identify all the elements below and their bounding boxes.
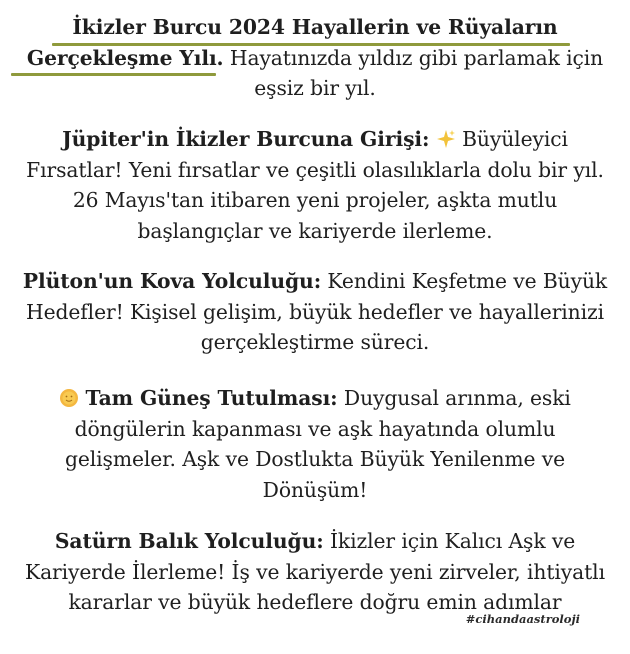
sun-face-icon	[59, 388, 79, 408]
watermark-hashtag: #cihandaastroloji	[465, 612, 580, 626]
saturn-heading: Satürn Balık Yolculuğu:	[54, 529, 324, 553]
saturn-line3: kararlar ve büyük hedeflere doğru emin adımlar	[68, 590, 562, 614]
pluto-line1	[8, 266, 622, 297]
saturn-paragraph	[8, 526, 622, 618]
intro-title-part1: İkizler Burcu 2024 Hayallerin ve Rüyaların	[72, 15, 558, 39]
jupiter-line4: başlangıçlar ve kariyerde ilerleme.	[137, 218, 493, 243]
jupiter-paragraph	[8, 124, 622, 246]
eclipse-line1	[8, 383, 622, 414]
title-underline-2	[11, 73, 216, 76]
eclipse-line2: döngülerin kapanması ve aşk hayatında olumlu	[74, 416, 556, 441]
saturn-line2: Kariyerde İlerleme! İş ve kariyerde yeni zirveler, ihtiyatlı	[25, 559, 605, 584]
intro-line3: eşsiz bir yıl.	[254, 76, 376, 100]
pluto-line1-text: Kendini Keşfetme ve Büyük	[321, 269, 608, 293]
pluto-line3: gerçekleştirme süreci.	[200, 330, 430, 354]
title-underline-1	[52, 43, 570, 46]
intro-title-line1	[8, 12, 622, 43]
intro-paragraph	[8, 12, 622, 104]
jupiter-line3: 26 Mayıs'tan itibaren yeni projeler, aşkta mutlu	[72, 188, 558, 212]
eclipse-line1-text: Duygusal arınma, eski	[337, 386, 571, 410]
pluto-heading: Plüton'un Kova Yolculuğu:	[22, 269, 322, 293]
pluto-line2: Hedefler! Kişisel gelişim, büyük hedefler ve hayallerinizi	[26, 299, 604, 324]
saturn-line1	[8, 526, 622, 557]
jupiter-heading: Jüpiter'in İkizler Burcuna Girişi:	[62, 127, 430, 151]
jupiter-line1	[8, 124, 622, 155]
saturn-line1-text: İkizler için Kalıcı Aşk ve	[323, 529, 576, 553]
eclipse-line4: Dönüşüm!	[262, 477, 368, 502]
eclipse-heading: Tam Güneş Tutulması:	[85, 386, 338, 410]
eclipse-line3: gelişmeler. Aşk ve Dostlukta Büyük Yenilenme ve	[64, 447, 566, 471]
intro-title-part2: Gerçekleşme Yılı.	[26, 45, 224, 70]
sparkles-icon	[436, 129, 456, 149]
eclipse-paragraph	[8, 383, 622, 505]
jupiter-line2: Fırsatlar! Yeni fırsatlar ve çeşitli olasılıklarla dolu bir yıl.	[26, 157, 604, 182]
intro-text-line2: Hayatınızda yıldız gibi parlamak için	[223, 45, 604, 70]
pluto-paragraph	[8, 266, 622, 358]
intro-line2	[8, 43, 622, 74]
jupiter-line1-text: Büyüleyici	[455, 127, 568, 151]
